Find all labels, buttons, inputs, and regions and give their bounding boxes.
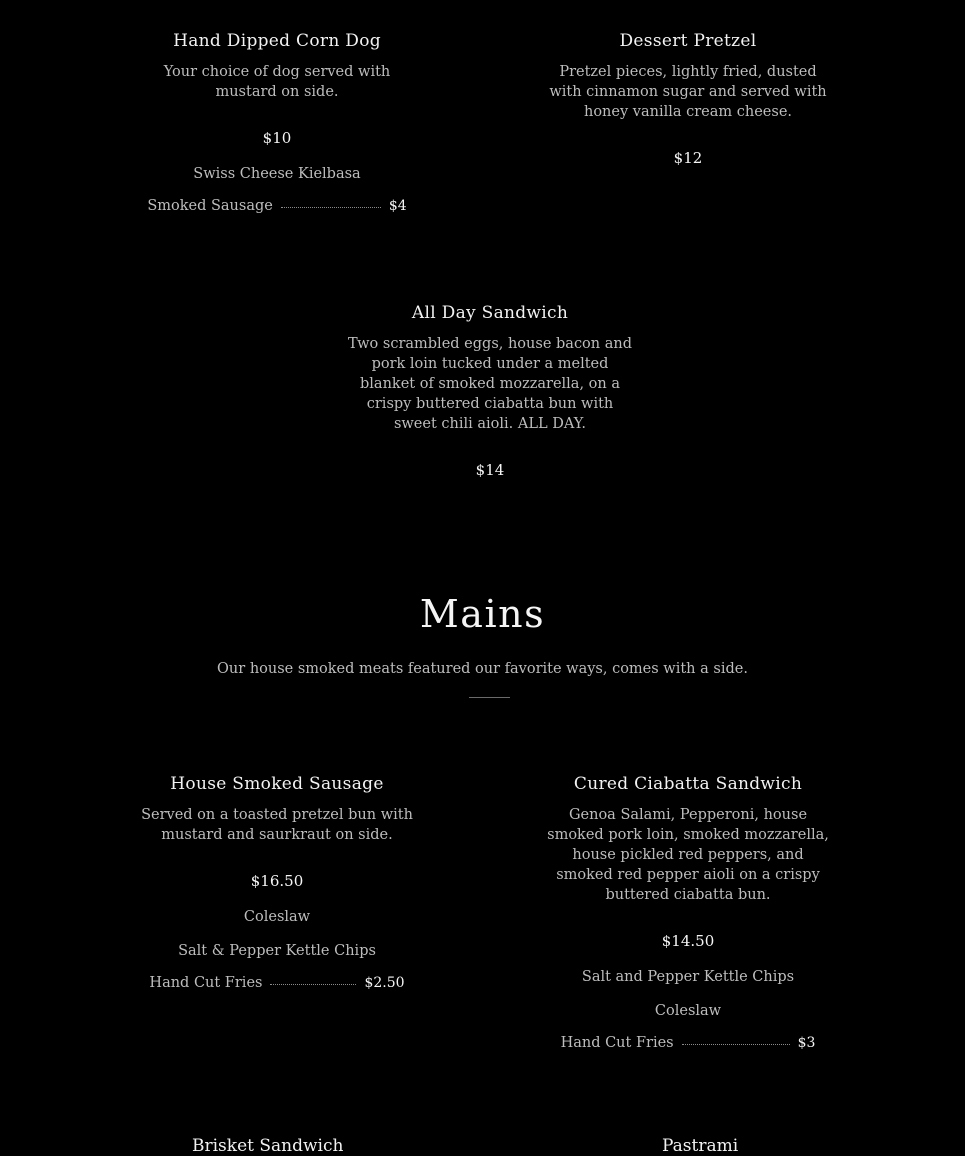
cutoff-title-left: Brisket Sandwich <box>192 1136 344 1156</box>
item-title: House Smoked Sausage <box>170 774 384 794</box>
item-addon <box>127 198 427 214</box>
section-subtitle: Our house smoked meats featured our favorite ways, comes with a side. <box>217 661 748 677</box>
item-description: Pretzel pieces, lightly fried, dusted with cinnamon sugar and served with honey vanilla cream cheese. <box>549 64 827 120</box>
menu-item-house-smoked-sausage <box>117 773 437 991</box>
addon-price: $2.50 <box>364 975 405 991</box>
item-option: Coleslaw <box>243 909 311 925</box>
item-option: Salt and Pepper Kettle Chips <box>581 969 795 985</box>
menu-item-all-day-sandwich <box>330 302 650 480</box>
menu-item-dessert-pretzel <box>528 30 848 168</box>
leader-dots <box>682 1044 790 1045</box>
item-price: $16.50 <box>250 872 304 890</box>
leader-dots <box>270 984 356 985</box>
addon-label: Smoked Sausage <box>147 198 273 214</box>
addon-price: $4 <box>388 198 407 214</box>
item-addon <box>117 975 437 991</box>
item-description: Genoa Salami, Pepperoni, house smoked pork loin, smoked mozzarella, house pickled red peppers, and smoked red pepper aioli on a crispy buttered ciabatta bun. <box>547 807 829 903</box>
item-option: Salt & Pepper Kettle Chips <box>178 943 376 959</box>
item-option: Coleslaw <box>654 1003 722 1019</box>
item-description: Two scrambled eggs, house bacon and pork loin tucked under a melted blanket of smoked mozzarella, on a crispy buttered ciabatta bun with sweet chili aioli. ALL DAY. <box>347 336 633 432</box>
item-title: Dessert Pretzel <box>619 31 757 51</box>
section-divider <box>469 697 510 698</box>
item-price: $14.50 <box>661 932 715 950</box>
addon-label: Hand Cut Fries <box>149 975 263 991</box>
section-title-mains: Mains <box>419 592 546 636</box>
addon-label: Hand Cut Fries <box>560 1035 674 1051</box>
menu-item-corn-dog <box>127 30 427 214</box>
item-title: All Day Sandwich <box>411 303 569 323</box>
item-option: Swiss Cheese Kielbasa <box>193 166 361 182</box>
menu-item-cured-ciabatta-sandwich <box>528 773 848 1051</box>
leader-dots <box>281 207 381 208</box>
cutoff-title-right: Pastrami <box>662 1136 739 1156</box>
item-price: $10 <box>262 129 292 147</box>
item-description: Your choice of dog served with mustard on side. <box>163 64 391 100</box>
item-title: Hand Dipped Corn Dog <box>173 31 381 51</box>
item-title: Cured Ciabatta Sandwich <box>573 774 803 794</box>
item-price: $14 <box>475 461 505 479</box>
item-addon <box>528 1035 848 1051</box>
addon-price: $3 <box>797 1035 816 1051</box>
item-description: Served on a toasted pretzel bun with mustard and saurkraut on side. <box>141 807 413 843</box>
item-price: $12 <box>673 149 703 167</box>
